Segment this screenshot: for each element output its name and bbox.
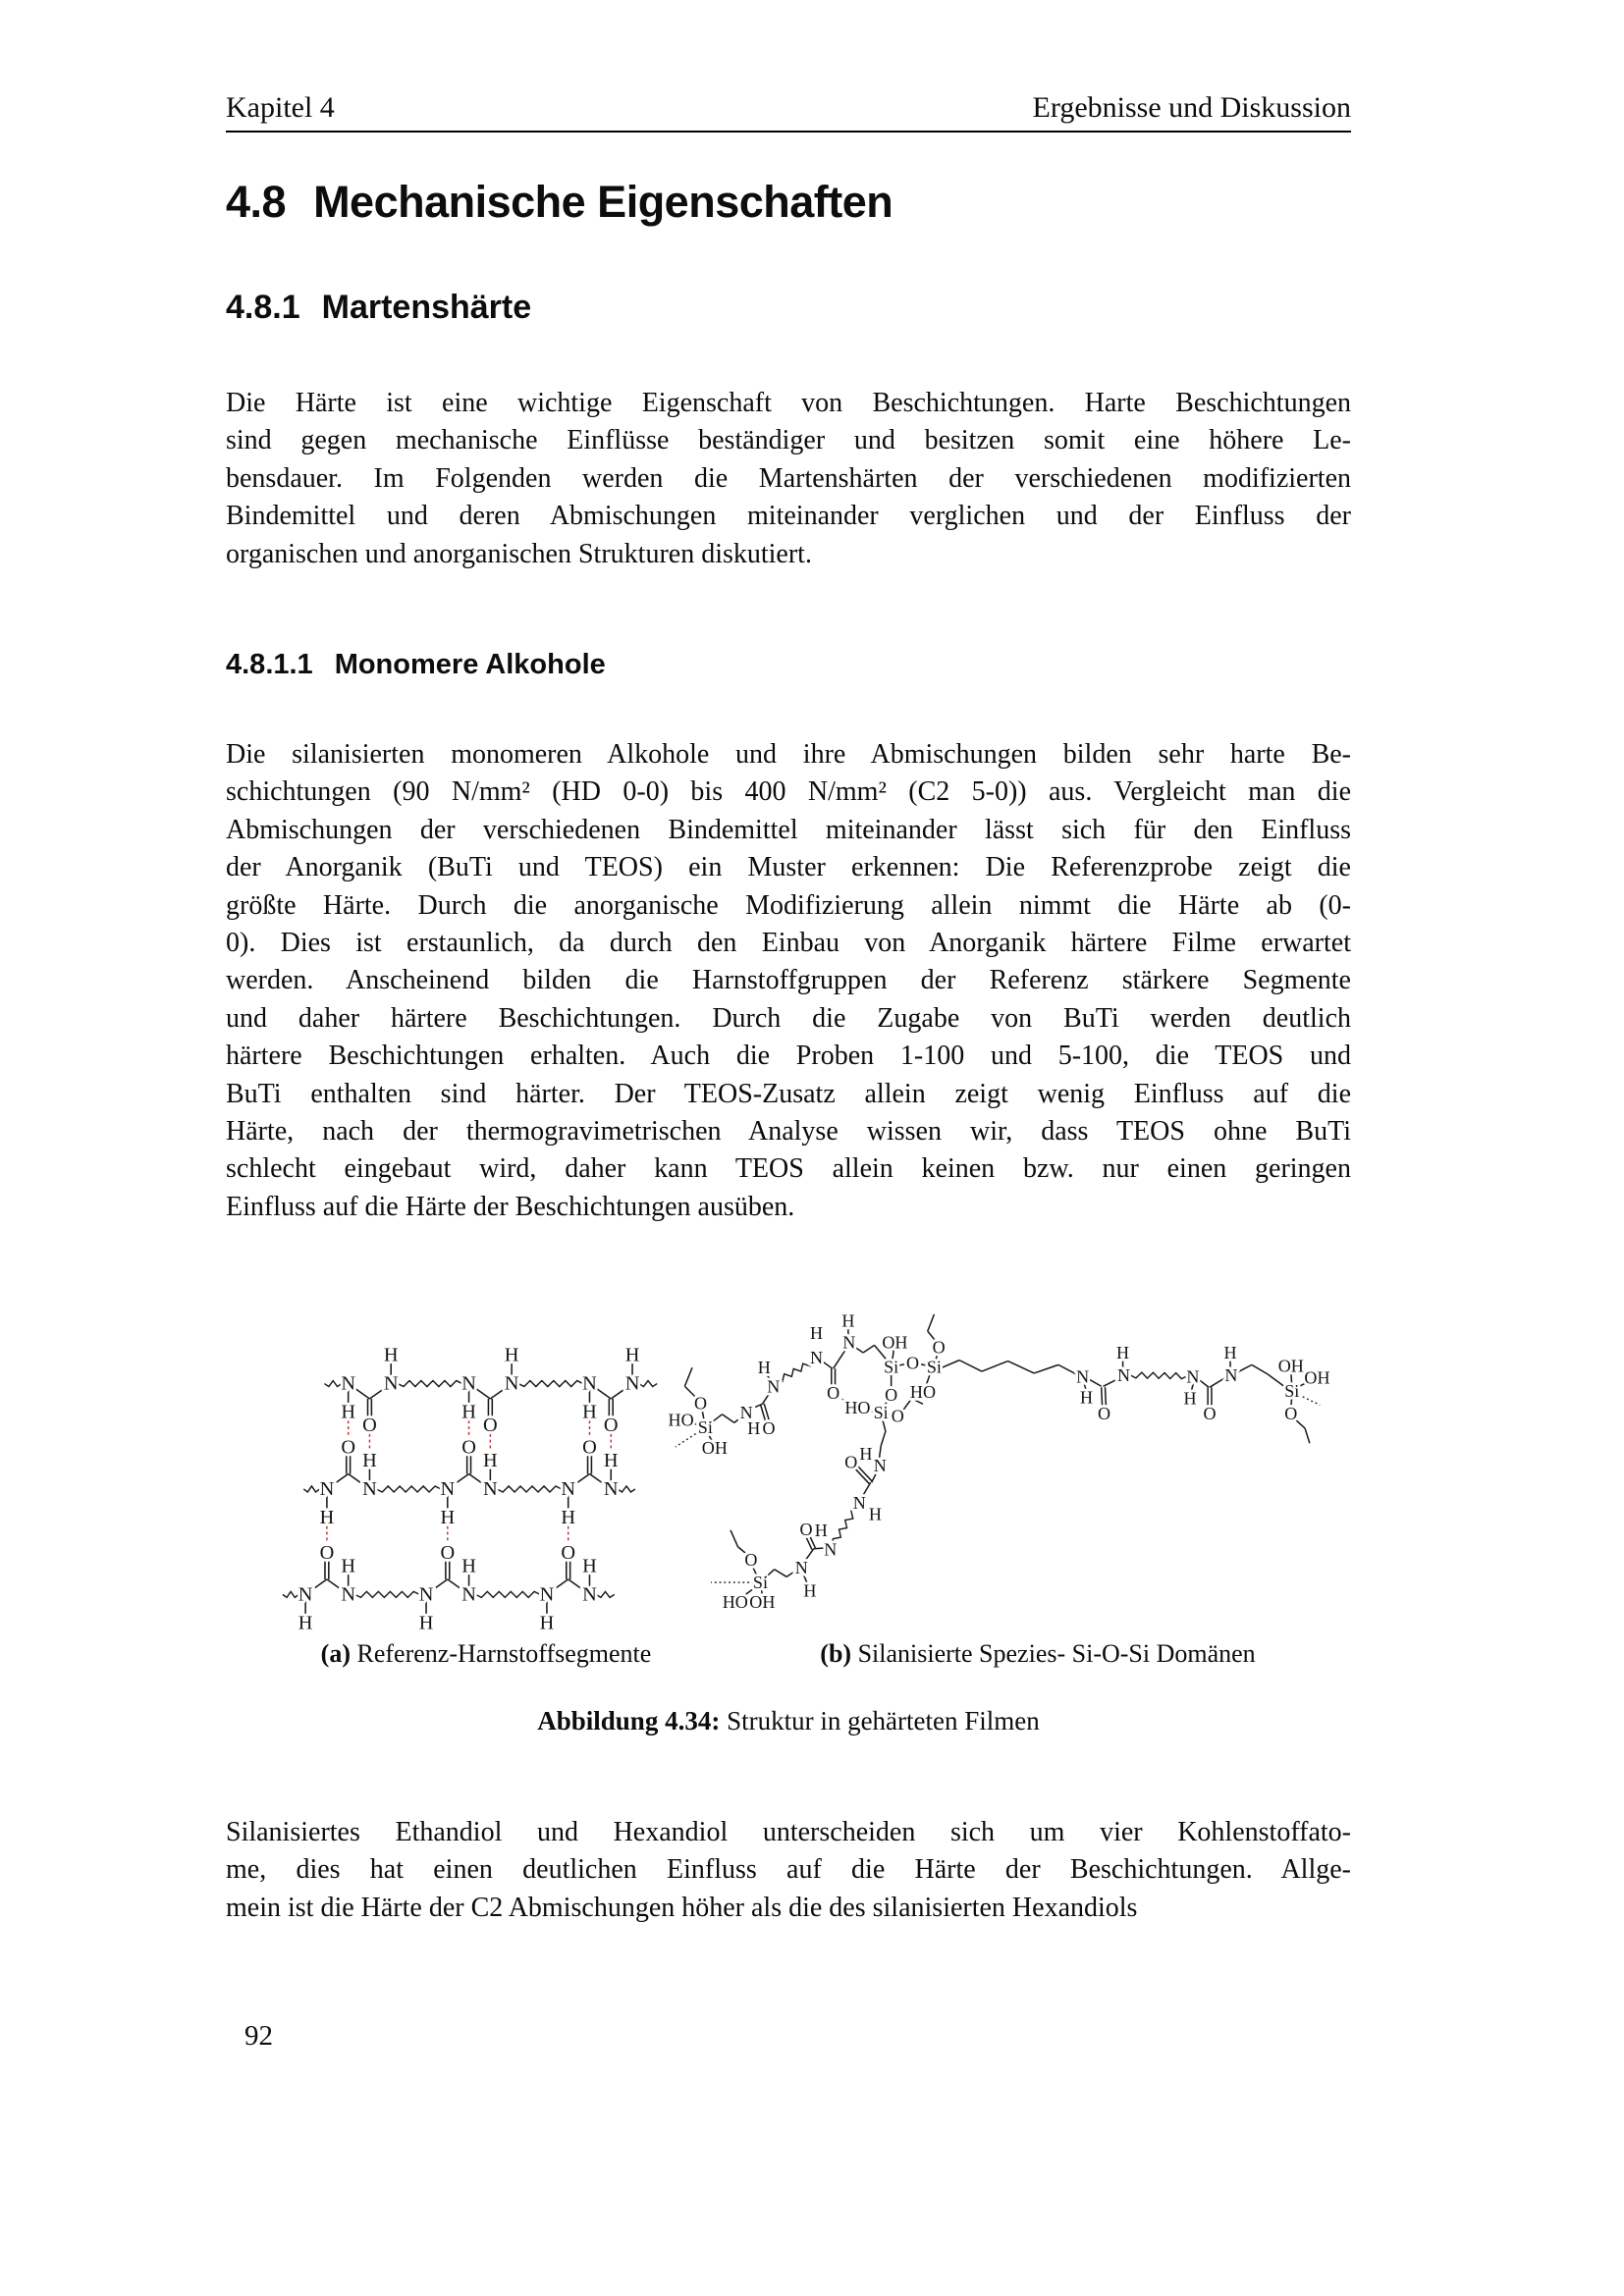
atom-label-o: O [341,1436,356,1459]
atom-label-h: H [1223,1343,1237,1363]
text-line: Härte, nach der thermogravimetrischen Analyse wissen wir, dass TEOS ohne BuTi [226,1116,1351,1148]
atom-label-oh: OH [749,1592,776,1613]
atom-label-n: N [582,1372,597,1395]
text-line: organischen und anorganischen Strukturen diskutiert. [226,538,812,569]
atom-label-oh: OH [1304,1367,1330,1388]
paragraph-2 [226,736,1351,1226]
subsection-number: 4.8.1 [226,289,300,326]
atom-label-ho: HO [909,1381,937,1402]
atom-label-n: N [739,1402,753,1422]
running-header [226,90,1351,133]
atom-label-h: H [747,1418,761,1439]
text-line: sind gegen mechanische Einflüsse beständiger und besitzen somit eine höhere Le- [226,425,1351,456]
atom-label-o: O [932,1337,946,1358]
atom-label-h: H [803,1580,817,1601]
atom-label-o: O [603,1415,619,1437]
atom-label-n: N [461,1372,476,1395]
atom-label-h: H [539,1612,555,1634]
text-line: Bindemittel und deren Abmischungen miteinander verglichen und der Einfluss der [226,501,1351,532]
atom-label-o: O [799,1519,813,1539]
atom-label-o: O [1284,1403,1298,1423]
atom-label-h: H [757,1358,771,1378]
figure-4-34 [226,1276,1351,1681]
section-number: 4.8 [226,177,287,227]
atom-label-o: O [885,1384,898,1405]
figure-caption [226,1706,1351,1736]
subcaption-b-text: Silanisierte Spezies- Si-O-Si Domänen [851,1639,1256,1668]
atom-label-n: N [842,1332,856,1353]
atom-label-n: N [1224,1364,1238,1385]
atom-label-n: N [362,1477,377,1500]
text-line: me, dies hat einen deutlichen Einfluss auf die Härte der Beschichtungen. Allge- [226,1854,1351,1886]
atom-label-si: Si [873,1402,889,1422]
atom-label-o: O [461,1436,476,1459]
atom-label-n: N [341,1583,356,1606]
atom-label-n: N [582,1583,597,1606]
text-line: größte Härte. Durch die anorganische Modifizierung allein nimmt die Härte ab (0- [226,889,1351,921]
atom-label-h: H [440,1507,456,1528]
text-line: BuTi enthalten sind härter. Der TEOS-Zusatz allein zeigt wenig Einfluss auf die [226,1078,1351,1109]
text-line: werden. Anscheinend bilden die Harnstoffgruppen der Referenz stärkere Segmente [226,965,1351,996]
atom-label-h: H [868,1504,882,1524]
atom-label-n: N [824,1539,838,1560]
atom-label-h: H [624,1344,640,1366]
atom-label-h: H [461,1401,476,1423]
atom-label-si: Si [697,1417,713,1438]
atom-label-o: O [694,1393,708,1414]
atom-label-o: O [762,1418,776,1439]
atom-label-h: H [859,1443,873,1464]
atom-label-h: H [319,1507,335,1528]
text-line: mein ist die Härte der C2 Abmischungen höher als die des silanisierten Hexandiols [226,1892,1138,1923]
atom-label-o: O [561,1541,576,1564]
atom-label-n: N [1076,1366,1090,1387]
text-line: schlecht eingebaut wird, daher kann TEOS allein keinen bzw. nur einen geringen [226,1153,1351,1185]
atom-label-o: O [1098,1403,1111,1423]
atom-label-o: O [844,1452,858,1472]
atom-label-si: Si [1284,1381,1300,1402]
atom-label-h: H [341,1401,356,1423]
atom-label-h: H [341,1555,356,1577]
figure-panel-b-silane-diagram [664,1276,1412,1622]
atom-label-h: H [1079,1387,1093,1408]
atom-label-n: N [440,1477,456,1500]
paragraph-3 [226,1814,1351,1927]
text-line: und daher härtere Beschichtungen. Durch die Zugabe von BuTi werden deutlich [226,1002,1351,1034]
atom-label-h: H [814,1520,828,1540]
atom-label-h: H [582,1555,597,1577]
atom-label-n: N [873,1456,887,1476]
section-title: Mechanische Eigenschaften [313,177,893,227]
subcaption-a-text: Referenz-Harnstoffsegmente [351,1639,652,1668]
text-line: härtere Beschichtungen erhalten. Auch die Proben 1-100 und 5-100, die TEOS und [226,1041,1351,1072]
atom-label-oh: OH [1277,1356,1304,1376]
subsection-heading [226,291,531,326]
atom-label-oh: OH [882,1332,908,1353]
atom-label-h: H [603,1449,619,1471]
atom-label-n: N [483,1477,498,1500]
text-line: Abmischungen der verschiedenen Bindemittel miteinander lässt sich für den Einfluss [226,814,1351,845]
atom-label-n: N [319,1477,335,1500]
atom-label-ho: HO [844,1398,871,1418]
text-line: Die silanisierten monomeren Alkohole und ihre Abmischungen bilden sehr harte Be- [226,739,1351,770]
subcaption-a-label: (a) [320,1639,351,1668]
atom-label-h: H [841,1310,855,1331]
atom-label-n: N [1117,1364,1131,1385]
atom-label-o: O [827,1382,840,1403]
atom-label-n: N [418,1583,434,1606]
atom-label-n: N [1186,1366,1200,1387]
atom-label-si: Si [926,1357,942,1377]
atom-label-n: N [504,1372,519,1395]
subcaption-b [664,1639,1412,1669]
atom-label-oh: OH [701,1438,728,1459]
atom-label-o: O [582,1436,597,1459]
atom-label-h: H [504,1344,519,1366]
text-line: schichtungen (90 N/mm² (HD 0-0) bis 400 N/mm² (C2 5-0)) aus. Vergleicht man die [226,776,1351,808]
text-line: Einfluss auf die Härte der Beschichtungen ausüben. [226,1191,795,1222]
atom-label-n: N [539,1583,555,1606]
atom-label-n: N [383,1372,399,1395]
atom-label-n: N [767,1376,781,1397]
atom-label-o: O [744,1550,758,1571]
text-line: bensdauer. Im Folgenden werden die Martenshärten der verschiedenen modifizierten [226,462,1351,494]
atom-label-o: O [1203,1403,1217,1423]
atom-label-o: O [362,1415,377,1437]
atom-label-n: N [852,1493,866,1514]
text-line: Die Härte ist eine wichtige Eigenschaft von Beschichtungen. Harte Beschichtungen [226,388,1351,418]
atom-label-h: H [383,1344,399,1366]
atom-label-o: O [319,1541,335,1564]
header-section-title: Ergebnisse und Diskussion [1032,91,1351,124]
atom-label-n: N [624,1372,640,1395]
subsection-title: Martenshärte [321,289,532,326]
atom-label-h: H [1183,1388,1197,1409]
atom-label-h: H [561,1507,576,1528]
atom-label-n: N [298,1583,313,1606]
atom-label-o: O [905,1353,920,1373]
text-line: Silanisiertes Ethandiol und Hexandiol unterscheiden sich um vier Kohlenstoffato- [226,1817,1351,1847]
page-number: 92 [244,2020,273,2052]
subsubsection-heading [226,650,606,679]
atom-label-n: N [341,1372,356,1395]
atom-label-h: H [362,1449,377,1471]
figure-caption-label: Abbildung 4.34: [537,1706,721,1735]
atom-label-h: H [461,1555,476,1577]
atom-label-o: O [440,1541,456,1564]
subcaption-a [260,1639,712,1669]
atom-label-si: Si [884,1357,899,1377]
figure-panel-a-urea-network-diagram [277,1341,695,1635]
figure-caption-text: Struktur in gehärteten Filmen [720,1706,1040,1735]
atom-label-h: H [483,1449,498,1471]
atom-label-h: H [582,1401,597,1423]
atom-label-ho: HO [668,1410,694,1430]
atom-label-o: O [891,1406,904,1426]
atom-label-n: N [794,1557,808,1577]
atom-label-n: N [461,1583,476,1606]
atom-label-ho: HO [722,1592,748,1613]
section-heading [226,179,893,225]
atom-label-si: Si [752,1573,768,1593]
text-line: der Anorganik (BuTi und TEOS) ein Muster erkennen: Die Referenzprobe zeigt die [226,852,1351,883]
subcaption-b-label: (b) [820,1639,852,1668]
atom-label-n: N [561,1477,576,1500]
subsubsection-title: Monomere Alkohole [334,649,606,680]
atom-label-n: N [603,1477,619,1500]
subsubsection-number: 4.8.1.1 [226,649,313,680]
atom-label-h: H [298,1612,313,1634]
text-line: 0). Dies ist erstaunlich, da durch den Einbau von Anorganik härtere Filme erwartet [226,928,1351,959]
paragraph-1 [226,385,1351,573]
atom-label-n: N [810,1347,824,1367]
atom-label-h: H [1116,1343,1130,1363]
atom-label-h: H [810,1323,824,1344]
header-chapter: Kapitel 4 [226,91,335,124]
atom-label-o: O [483,1415,498,1437]
atom-label-h: H [418,1612,434,1634]
